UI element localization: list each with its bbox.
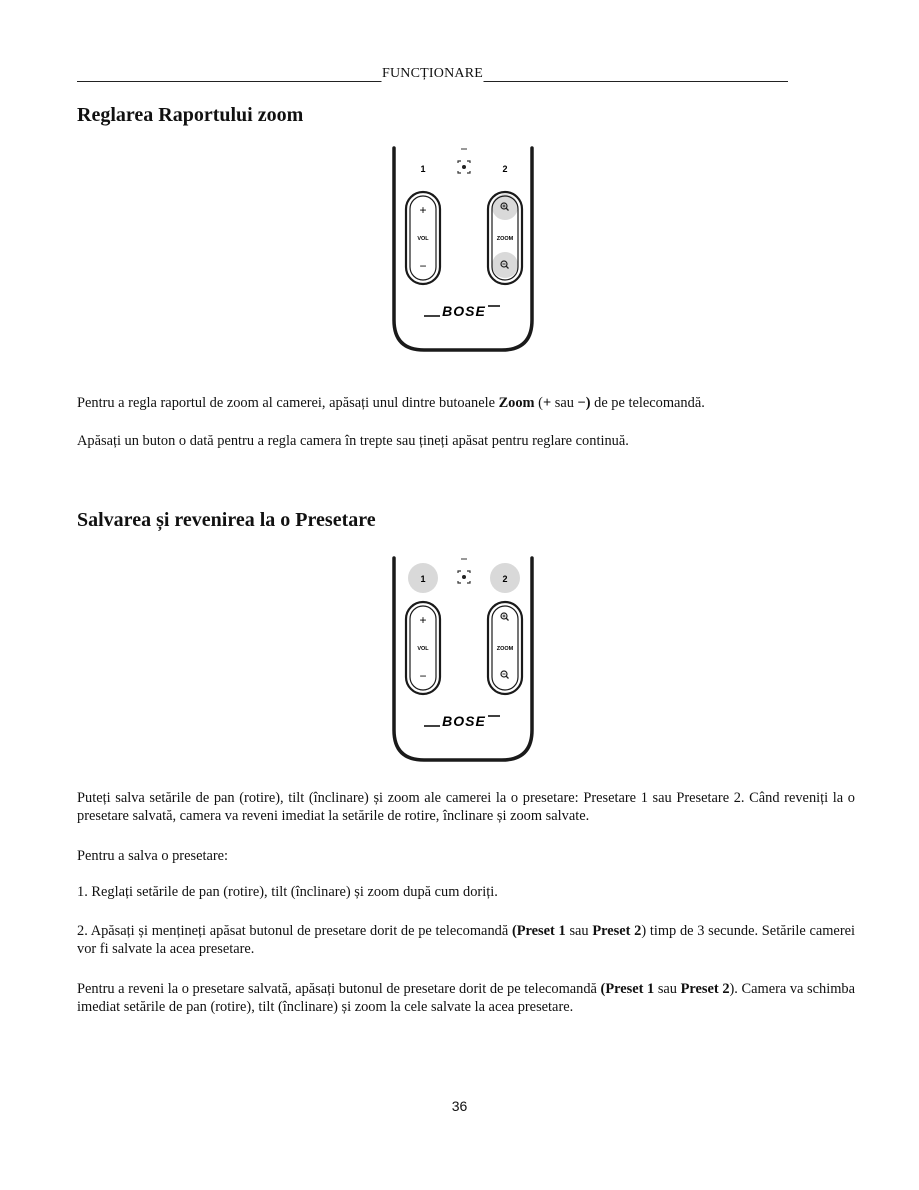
vol-label: VOL <box>417 236 429 242</box>
vol-minus-label: − <box>419 259 427 273</box>
section1-paragraph-2: Apăsați un buton o dată pentru a regla camera în trepte sau țineți apăsat pentru reglare continuă. <box>77 433 629 449</box>
bose-logo: BOSE <box>442 303 486 319</box>
preset-2-label: 2 <box>502 164 508 174</box>
section2-paragraph-1: Puteți salva setările de pan (rotire), tilt (înclinare) și zoom ale camerei la o presetare: Presetare 1 sau Presetare 2. Când reveniți la o presetare salvată, camera va reveni imediat la setările de rotire, înclinare și zoom salvate. <box>77 790 855 824</box>
page-number: 36 <box>451 1098 468 1114</box>
vol-label: VOL <box>417 646 429 652</box>
section2-step-1: 1. Reglați setările de pan (rotire), tilt (înclinare) și zoom după cum doriți. <box>77 884 498 900</box>
remote-preset-illustration <box>380 552 546 766</box>
vol-plus-label: + <box>419 203 427 217</box>
zoom-label: ZOOM <box>496 236 514 242</box>
zoom-button <box>488 602 522 694</box>
preset-2-label: 2 <box>502 574 508 584</box>
section2-heading: Salvarea și revenirea la o Presetare <box>77 509 376 531</box>
zoom-in-icon <box>501 613 509 621</box>
section2-paragraph-2: Pentru a salva o presetare: <box>77 848 229 864</box>
home-position-icon <box>458 149 470 173</box>
zoom-in-highlight <box>492 194 518 220</box>
header-title: FUNCȚIONARE <box>382 66 483 81</box>
zoom-out-icon <box>501 671 509 679</box>
zoom-label: ZOOM <box>496 646 514 652</box>
remote-zoom-illustration <box>380 142 546 356</box>
section2-paragraph-recall: Pentru a reveni la o presetare salvată, apăsați butonul de presetare dorit de pe telecomandă (Preset 1 sau Preset 2). Camera va schimba imediat setările de pan (rotire), tilt (înclinare) și zoom la cele salvate la acea presetare. <box>77 981 856 1015</box>
vol-minus-label: − <box>419 669 427 683</box>
section1-paragraph-1: Pentru a regla raportul de zoom al camerei, apăsați unul dintre butoanele Zoom (+ sau −) de pe telecomandă. <box>77 395 705 411</box>
zoom-out-highlight <box>492 252 518 278</box>
preset-1-label: 1 <box>420 574 426 584</box>
vol-plus-label: + <box>419 613 427 627</box>
preset-1-label: 1 <box>420 164 426 174</box>
volume-button <box>406 602 440 694</box>
section2-step-2: 2. Apăsați și mențineți apăsat butonul de presetare dorit de pe telecomandă (Preset 1 sau Preset 2) timp de 3 secunde. Setările camerei vor fi salvate la acea presetare. <box>77 923 855 957</box>
home-position-icon <box>458 559 470 583</box>
section1-heading: Reglarea Raportului zoom <box>77 104 304 126</box>
bose-logo: BOSE <box>442 713 486 729</box>
running-header <box>77 66 788 84</box>
volume-button <box>406 192 440 284</box>
